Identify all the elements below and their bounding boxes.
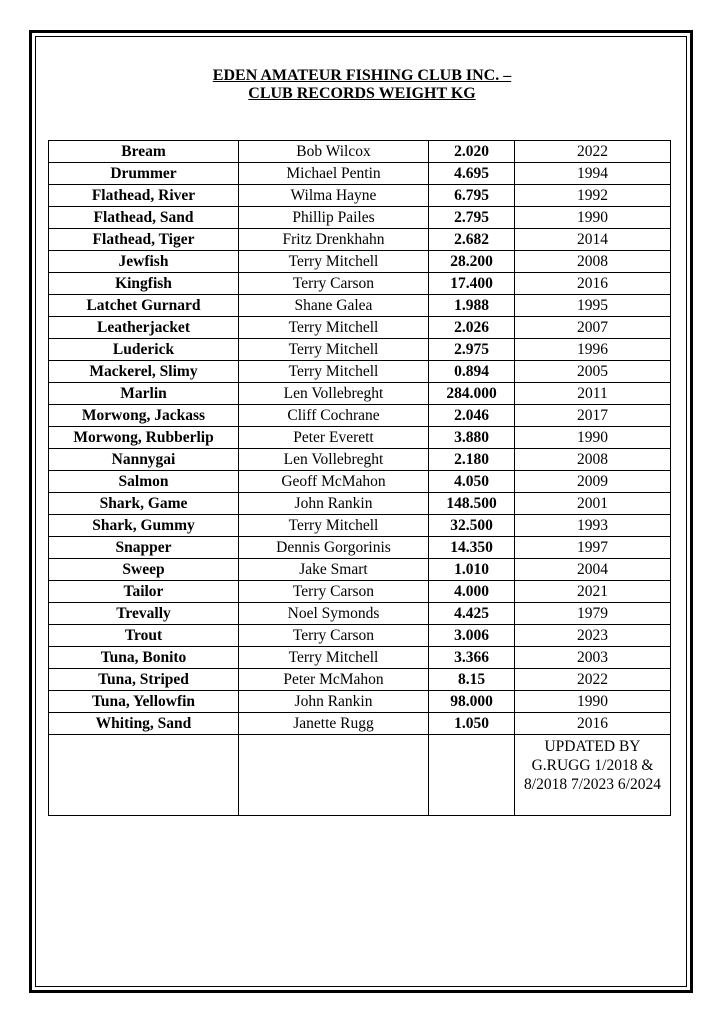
table-row [49,383,671,405]
weight-cell: 8.15 [429,669,515,691]
weight-cell: 2.026 [429,317,515,339]
holder-cell: Terry Mitchell [239,339,429,361]
table-row [49,647,671,669]
year-cell: 1994 [515,163,671,185]
holder-cell: Terry Mitchell [239,515,429,537]
species-cell: Luderick [49,339,239,361]
weight-cell: 98.000 [429,691,515,713]
year-cell: 2022 [515,141,671,163]
weight-cell: 14.350 [429,537,515,559]
year-cell: 1990 [515,427,671,449]
species-cell: Tuna, Bonito [49,647,239,669]
table-row [49,229,671,251]
table-row [49,361,671,383]
weight-cell: 1.988 [429,295,515,317]
table-row [49,207,671,229]
weight-cell: 2.046 [429,405,515,427]
year-cell: 1979 [515,603,671,625]
species-cell: Tailor [49,581,239,603]
weight-cell: 284.000 [429,383,515,405]
holder-cell: Len Vollebreght [239,449,429,471]
table-row [49,669,671,691]
table-row [49,691,671,713]
year-cell: 2011 [515,383,671,405]
weight-cell: 6.795 [429,185,515,207]
year-cell: 2022 [515,669,671,691]
year-cell: 2014 [515,229,671,251]
table-row [49,427,671,449]
year-cell: 1992 [515,185,671,207]
table-row [49,185,671,207]
weight-cell: 3.366 [429,647,515,669]
weight-cell: 2.975 [429,339,515,361]
year-cell: 2008 [515,251,671,273]
weight-cell: 3.880 [429,427,515,449]
holder-cell: Michael Pentin [239,163,429,185]
holder-cell: Peter McMahon [239,669,429,691]
holder-cell: Geoff McMahon [239,471,429,493]
table-row [49,603,671,625]
weight-cell: 4.425 [429,603,515,625]
holder-cell: Noel Symonds [239,603,429,625]
species-cell: Flathead, River [49,185,239,207]
year-cell: 1997 [515,537,671,559]
table-row [49,493,671,515]
update-note: UPDATED BY G.RUGG 1/2018 & 8/2018 7/2023 6/2024 [515,735,671,816]
species-cell: Whiting, Sand [49,713,239,735]
species-cell: Tuna, Yellowfin [49,691,239,713]
species-cell: Shark, Game [49,493,239,515]
weight-cell: 32.500 [429,515,515,537]
table-row [49,317,671,339]
species-cell: Kingfish [49,273,239,295]
holder-cell: Phillip Pailes [239,207,429,229]
weight-cell: 4.050 [429,471,515,493]
table-row [49,273,671,295]
species-cell: Marlin [49,383,239,405]
weight-cell: 0.894 [429,361,515,383]
holder-cell: Terry Mitchell [239,251,429,273]
weight-cell: 2.795 [429,207,515,229]
species-cell: Tuna, Striped [49,669,239,691]
species-cell: Bream [49,141,239,163]
year-cell: 2007 [515,317,671,339]
update-note-row [49,735,671,816]
year-cell: 2023 [515,625,671,647]
table-row [49,713,671,735]
title-line-1: EDEN AMATEUR FISHING CLUB INC. – [212,67,512,84]
table-row [49,141,671,163]
year-cell: 2021 [515,581,671,603]
holder-cell: Len Vollebreght [239,383,429,405]
weight-cell: 3.006 [429,625,515,647]
species-cell: Drummer [49,163,239,185]
weight-cell: 2.682 [429,229,515,251]
holder-cell: Shane Galea [239,295,429,317]
species-cell: Sweep [49,559,239,581]
species-cell: Morwong, Rubberlip [49,427,239,449]
year-cell: 2009 [515,471,671,493]
species-cell: Snapper [49,537,239,559]
holder-cell: Janette Rugg [239,713,429,735]
holder-cell: Terry Mitchell [239,317,429,339]
table-row [49,581,671,603]
holder-cell: Cliff Cochrane [239,405,429,427]
species-cell: Shark, Gummy [49,515,239,537]
year-cell: 2005 [515,361,671,383]
species-cell: Salmon [49,471,239,493]
table-row [49,295,671,317]
year-cell: 2017 [515,405,671,427]
holder-cell: Dennis Gorgorinis [239,537,429,559]
holder-cell: Terry Carson [239,273,429,295]
year-cell: 2001 [515,493,671,515]
species-cell: Trout [49,625,239,647]
table-row [49,449,671,471]
records-table-body [49,141,671,816]
table-row [49,625,671,647]
weight-cell: 2.180 [429,449,515,471]
weight-cell: 2.020 [429,141,515,163]
species-cell: Nannygai [49,449,239,471]
year-cell: 1990 [515,691,671,713]
year-cell: 2008 [515,449,671,471]
weight-cell: 148.500 [429,493,515,515]
empty-cell [239,735,429,816]
holder-cell: Terry Mitchell [239,361,429,383]
species-cell: Mackerel, Slimy [49,361,239,383]
species-cell: Jewfish [49,251,239,273]
table-row [49,339,671,361]
holder-cell: Terry Mitchell [239,647,429,669]
records-table [48,140,671,816]
holder-cell: Wilma Hayne [239,185,429,207]
holder-cell: John Rankin [239,691,429,713]
holder-cell: John Rankin [239,493,429,515]
year-cell: 2003 [515,647,671,669]
table-row [49,163,671,185]
title-line-2: CLUB RECORDS WEIGHT KG [248,85,476,102]
species-cell: Trevally [49,603,239,625]
holder-cell: Peter Everett [239,427,429,449]
empty-cell [429,735,515,816]
year-cell: 1996 [515,339,671,361]
table-row [49,515,671,537]
weight-cell: 17.400 [429,273,515,295]
weight-cell: 4.695 [429,163,515,185]
empty-cell [49,735,239,816]
weight-cell: 1.010 [429,559,515,581]
weight-cell: 28.200 [429,251,515,273]
weight-cell: 1.050 [429,713,515,735]
page-title [0,67,724,103]
year-cell: 1995 [515,295,671,317]
table-row [49,251,671,273]
table-row [49,471,671,493]
holder-cell: Fritz Drenkhahn [239,229,429,251]
species-cell: Latchet Gurnard [49,295,239,317]
table-row [49,405,671,427]
species-cell: Flathead, Tiger [49,229,239,251]
table-row [49,559,671,581]
holder-cell: Terry Carson [239,581,429,603]
holder-cell: Terry Carson [239,625,429,647]
holder-cell: Jake Smart [239,559,429,581]
species-cell: Morwong, Jackass [49,405,239,427]
table-row [49,537,671,559]
holder-cell: Bob Wilcox [239,141,429,163]
year-cell: 1990 [515,207,671,229]
weight-cell: 4.000 [429,581,515,603]
year-cell: 1993 [515,515,671,537]
species-cell: Flathead, Sand [49,207,239,229]
year-cell: 2004 [515,559,671,581]
year-cell: 2016 [515,273,671,295]
species-cell: Leatherjacket [49,317,239,339]
year-cell: 2016 [515,713,671,735]
